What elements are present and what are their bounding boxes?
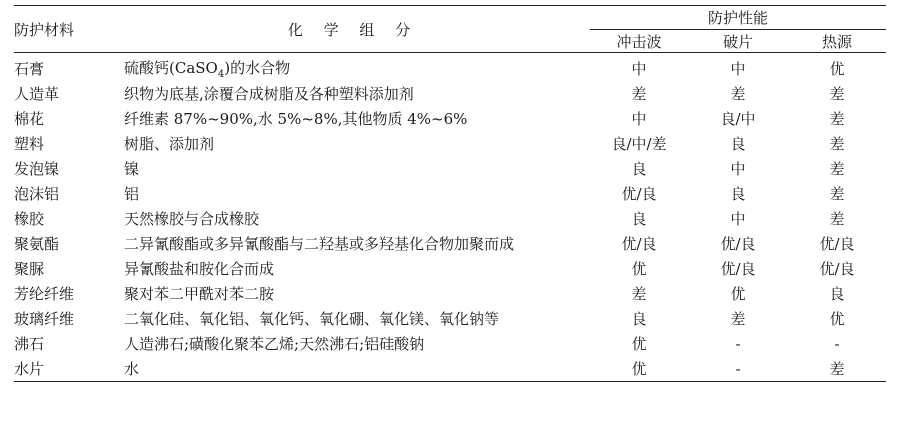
heat-cell: 优 <box>829 60 845 78</box>
table-row <box>14 331 886 356</box>
shock-cell: 优 <box>631 335 647 353</box>
fragment-cell: - <box>735 334 741 353</box>
table-row <box>14 206 886 231</box>
fragment-cell: 良/中 <box>720 110 756 128</box>
shock-cell: 优/良 <box>621 185 657 203</box>
fragment-cell: 中 <box>730 160 746 178</box>
material-cell: 水片 <box>14 356 116 382</box>
heat-cell: - <box>834 334 840 353</box>
table-row <box>14 306 886 331</box>
material-cell: 塑料 <box>14 135 45 153</box>
header-material: 防护材料 <box>14 6 116 53</box>
composition-cell: 水 <box>116 356 590 382</box>
composition-cell: 人造沸石;磺酸化聚苯乙烯;天然沸石;铝硅酸钠 <box>124 335 425 353</box>
shock-cell: 差 <box>631 285 647 303</box>
header-heat: 热源 <box>788 30 886 53</box>
composition-text: 硫酸钙(CaSO <box>124 59 218 77</box>
composition-cell: 树脂、添加剂 <box>124 135 215 153</box>
fragment-cell: 良 <box>730 185 746 203</box>
table-row <box>14 81 886 106</box>
fragment-cell: 优/良 <box>720 260 756 278</box>
table-row <box>14 356 886 382</box>
material-cell: 玻璃纤维 <box>14 310 75 328</box>
protection-materials-table <box>14 5 886 382</box>
table-row <box>14 106 886 131</box>
shock-cell: 良 <box>631 310 647 328</box>
material-cell: 聚氨酯 <box>14 235 60 253</box>
header-fragment: 破片 <box>688 30 788 53</box>
heat-cell: 优/良 <box>819 235 855 253</box>
shock-cell: 差 <box>631 85 647 103</box>
heat-cell: 差 <box>829 135 845 153</box>
subscript-text: 4 <box>217 69 225 80</box>
header-shock: 冲击波 <box>590 30 688 53</box>
shock-cell: 良/中/差 <box>611 135 667 153</box>
fragment-cell: - <box>688 356 788 382</box>
fragment-cell: 良 <box>730 135 746 153</box>
shock-cell: 中 <box>631 110 647 128</box>
table-row <box>14 281 886 306</box>
heat-cell: 差 <box>829 160 845 178</box>
composition-cell: 镍 <box>124 160 140 178</box>
composition-text: )的水合物 <box>224 59 291 77</box>
heat-cell: 差 <box>829 185 845 203</box>
fragment-cell: 差 <box>730 85 746 103</box>
heat-cell: 差 <box>788 356 886 382</box>
fragment-cell: 差 <box>730 310 746 328</box>
composition-cell: 二氧化硅、氧化铝、氧化钙、氧化硼、氧化镁、氧化钠等 <box>124 310 500 328</box>
heat-cell: 良 <box>829 285 845 303</box>
composition-cell: 天然橡胶与合成橡胶 <box>124 210 260 228</box>
material-cell: 石膏 <box>14 60 45 78</box>
material-cell: 沸石 <box>14 335 45 353</box>
heat-cell: 优/良 <box>819 260 855 278</box>
heat-cell: 差 <box>829 85 845 103</box>
table-row <box>14 53 886 82</box>
fragment-cell: 中 <box>730 210 746 228</box>
composition-cell: 聚对苯二甲酰对苯二胺 <box>124 285 275 303</box>
material-cell: 人造革 <box>14 85 60 103</box>
composition-cell: 异氰酸盐和胺化合而成 <box>124 260 275 278</box>
heat-cell: 差 <box>829 110 845 128</box>
shock-cell: 良 <box>631 160 647 178</box>
composition-cell: 二异氰酸酯或多异氰酸酯与二羟基或多羟基化合物加聚而成 <box>124 235 515 253</box>
table-row <box>14 181 886 206</box>
composition-cell <box>116 53 590 82</box>
material-cell: 芳纶纤维 <box>14 285 75 303</box>
shock-cell: 良 <box>631 210 647 228</box>
header-performance: 防护性能 <box>590 6 886 30</box>
fragment-cell: 中 <box>730 60 746 78</box>
composition-cell: 织物为底基,涂覆合成树脂及各种塑料添加剂 <box>124 85 414 103</box>
fragment-cell: 优/良 <box>720 235 756 253</box>
heat-cell: 差 <box>829 210 845 228</box>
composition-cell: 纤维素 87%~90%,水 5%~8%,其他物质 4%~6% <box>124 110 468 128</box>
shock-cell: 中 <box>631 60 647 78</box>
shock-cell: 优 <box>590 356 688 382</box>
table-row <box>14 131 886 156</box>
table-row <box>14 231 886 256</box>
composition-cell: 铝 <box>124 185 140 203</box>
heat-cell: 优 <box>829 310 845 328</box>
table-row <box>14 256 886 281</box>
shock-cell: 优 <box>631 260 647 278</box>
shock-cell: 优/良 <box>621 235 657 253</box>
material-cell: 棉花 <box>14 110 45 128</box>
table-row <box>14 156 886 181</box>
header-composition: 化 学 组 分 <box>116 6 590 53</box>
material-cell: 聚脲 <box>14 260 45 278</box>
material-cell: 发泡镍 <box>14 160 60 178</box>
material-cell: 泡沫铝 <box>14 185 60 203</box>
material-cell: 橡胶 <box>14 210 45 228</box>
fragment-cell: 优 <box>730 285 746 303</box>
